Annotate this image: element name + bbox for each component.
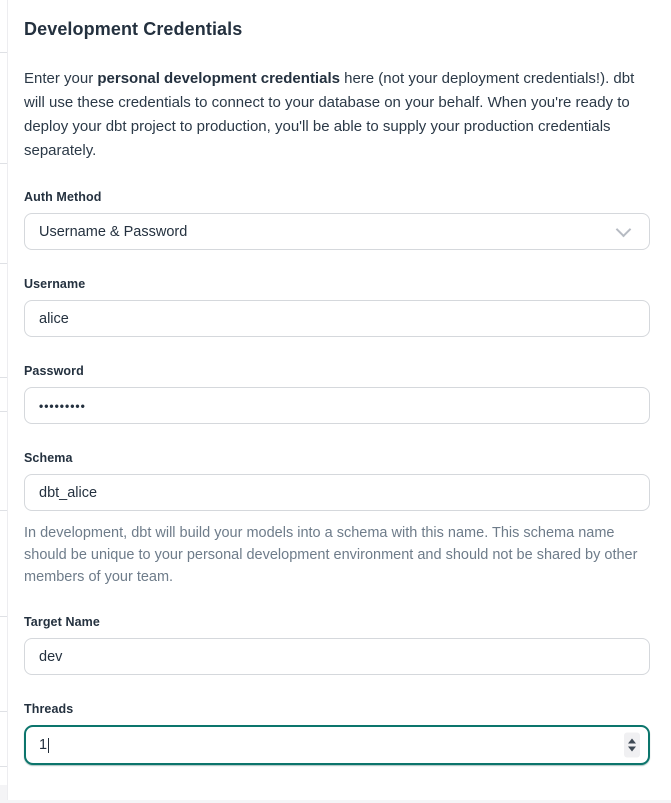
stepper-up-icon[interactable] xyxy=(628,739,636,744)
threads-value: 1 xyxy=(39,737,48,753)
page-title: Development Credentials xyxy=(24,19,243,39)
stepper-down-icon[interactable] xyxy=(628,747,636,752)
schema-label: Schema xyxy=(24,451,73,465)
username-group xyxy=(24,277,650,337)
row-separator xyxy=(0,52,7,53)
target-name-group xyxy=(24,615,650,675)
password-group xyxy=(24,364,650,424)
intro-bold: personal development credentials xyxy=(97,70,340,87)
threads-group xyxy=(24,702,650,765)
auth-method-value: Username & Password xyxy=(39,223,188,240)
threads-label: Threads xyxy=(24,702,74,716)
schema-help-text: In development, dbt will build your models into a schema with this name. This schema name should be unique to your personal development environment and should not be shared by other members of your team. xyxy=(24,525,638,585)
threads-input[interactable] xyxy=(24,725,650,765)
username-input[interactable] xyxy=(24,300,650,337)
auth-method-label: Auth Method xyxy=(24,190,102,204)
intro-pre: Enter your xyxy=(24,70,98,87)
schema-group xyxy=(24,451,650,588)
auth-method-group xyxy=(24,190,650,250)
row-separator xyxy=(0,616,7,617)
username-label: Username xyxy=(24,277,86,291)
development-credentials-panel xyxy=(8,0,671,765)
intro-post: here (not your deployment credentials!). dbt will use these credentials to connect to your database on your behalf. When you're ready to deploy your dbt project to production, you'll be able to supply your production credentials separately. xyxy=(24,70,635,159)
threads-input-wrap xyxy=(24,725,650,765)
row-separator xyxy=(0,510,7,511)
row-separator xyxy=(0,263,7,264)
adjacent-panel-edge xyxy=(0,0,8,803)
auth-method-select[interactable] xyxy=(24,213,650,250)
target-name-label: Target Name xyxy=(24,615,100,629)
password-input[interactable] xyxy=(24,387,650,424)
row-separator xyxy=(0,766,7,767)
schema-input[interactable] xyxy=(24,474,650,511)
intro-text xyxy=(24,67,650,163)
password-label: Password xyxy=(24,364,84,378)
row-separator xyxy=(0,163,7,164)
number-stepper[interactable] xyxy=(624,733,640,758)
text-cursor xyxy=(48,738,49,753)
target-name-input[interactable] xyxy=(24,638,650,675)
row-separator xyxy=(0,411,7,412)
chevron-down-icon xyxy=(616,221,632,237)
row-separator xyxy=(0,377,7,378)
row-separator xyxy=(0,711,7,712)
